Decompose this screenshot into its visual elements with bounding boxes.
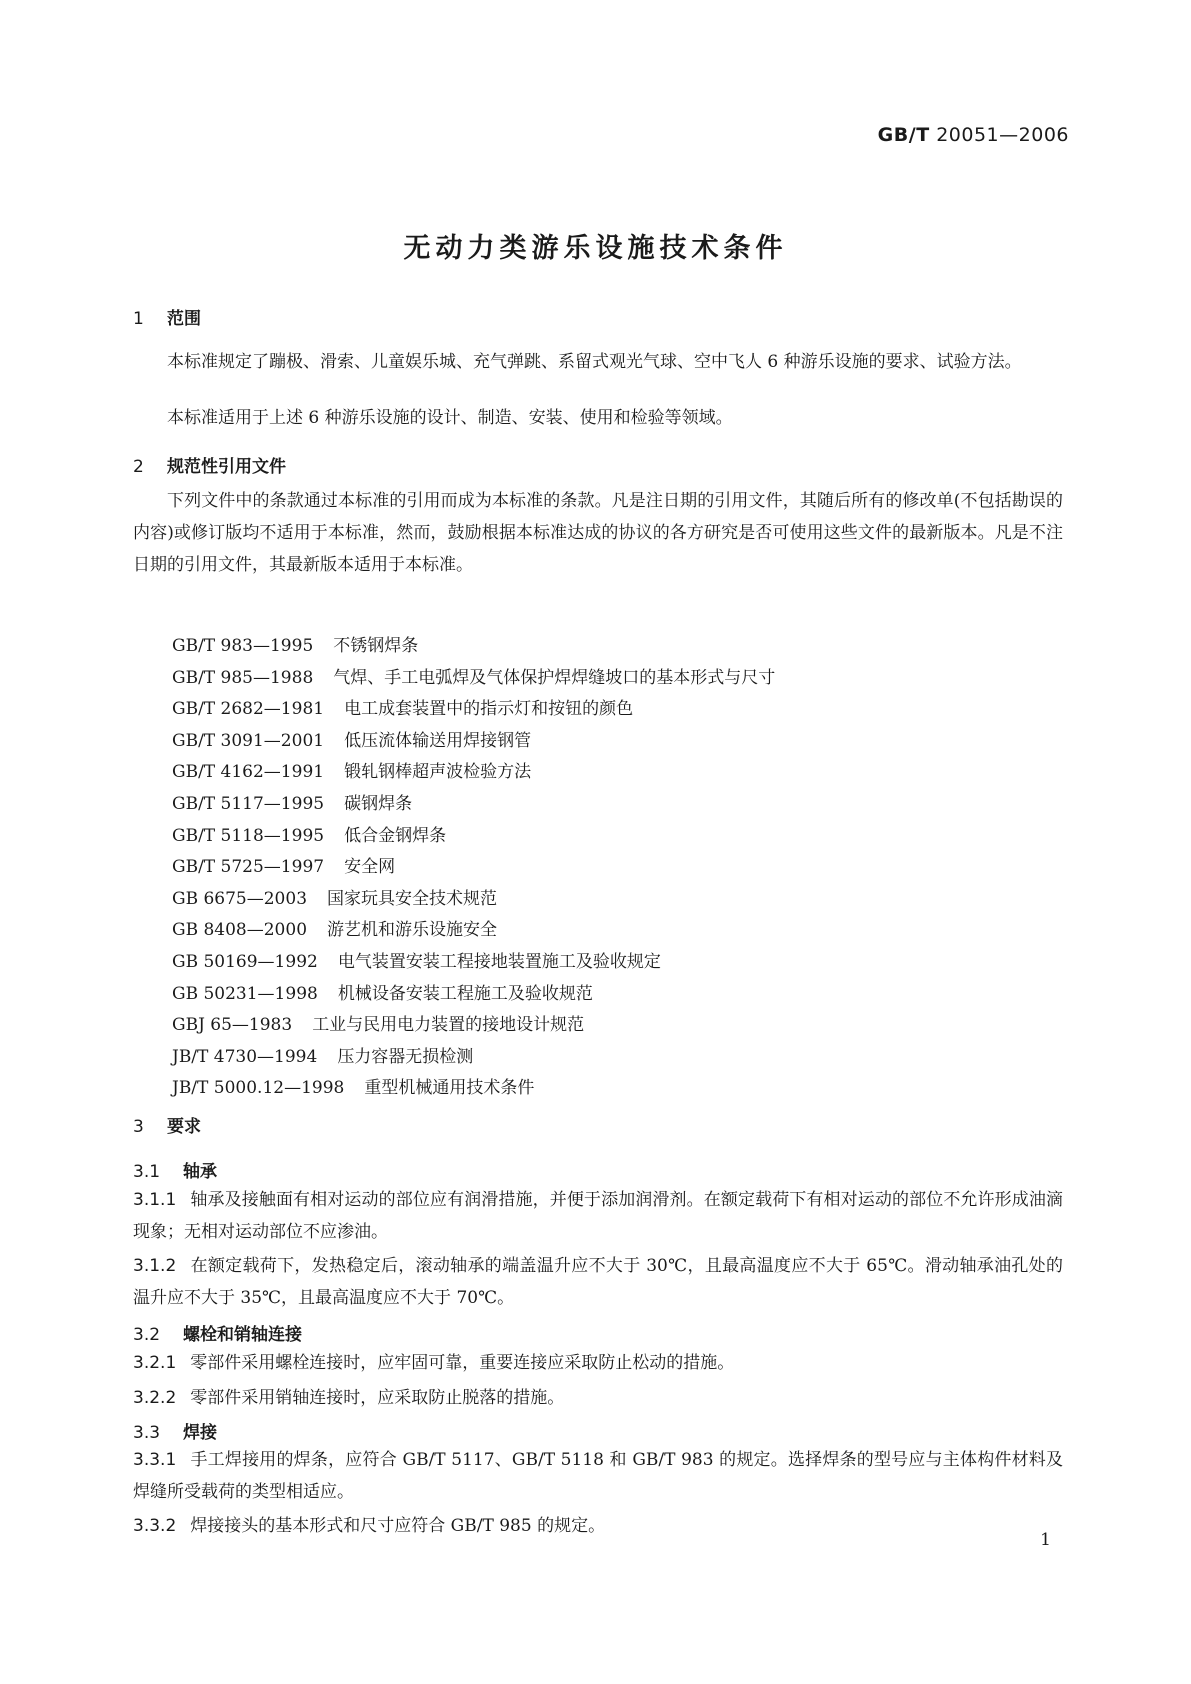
subsection-title: 轴承 (183, 1162, 217, 1182)
clause-text: 手工焊接用的焊条，应符合 GB/T 5117、GB/T 5118 和 GB/T 983 的规定。选择焊条的型号应与主体构件材料及焊缝所受载荷的类型相适应。 (133, 1450, 1063, 1502)
reference-title: 电工成套装置中的指示灯和按钮的颜色 (344, 699, 634, 720)
reference-title: 碳钢焊条 (344, 793, 413, 814)
clause-text: 焊接接头的基本形式和尺寸应符合 GB/T 985 的规定。 (190, 1516, 606, 1536)
section-number: 3 (133, 1117, 144, 1137)
section-1-heading (133, 304, 201, 329)
subsection-3-1-heading (133, 1157, 217, 1182)
reference-title: 不锈钢焊条 (333, 636, 419, 656)
reference-title: 国家玩具安全技术规范 (327, 888, 498, 909)
section-title: 要求 (167, 1117, 201, 1137)
clause-number: 3.1.1 (133, 1190, 177, 1210)
clause-3-2-1 (133, 1347, 1063, 1379)
subsection-number: 3.1 (133, 1162, 161, 1182)
clause-3-3-1 (133, 1444, 1063, 1508)
subsection-3-2-heading (133, 1320, 302, 1345)
reference-item (172, 663, 775, 695)
reference-item (172, 884, 775, 916)
section-number: 1 (133, 309, 144, 329)
reference-title: 重型机械通用技术条件 (364, 1078, 535, 1099)
clause-text: 轴承及接触面有相对运动的部位应有润滑措施，并便于添加润滑剂。在额定载荷下有相对运动的部位不允许形成油滴现象；无相对运动部位不应渗油。 (133, 1190, 1063, 1242)
reference-code: JB/T 5000.12—1998 (172, 1078, 345, 1099)
section-number: 2 (133, 457, 144, 477)
subsection-title: 焊接 (183, 1423, 217, 1443)
reference-title: 低合金钢焊条 (344, 825, 447, 846)
reference-title: 机械设备安装工程施工及验收规范 (337, 983, 593, 1004)
reference-title: 气焊、手工电弧焊及气体保护焊焊缝坡口的基本形式与尺寸 (333, 667, 776, 688)
paragraph: 本标准适用于上述 6 种游乐设施的设计、制造、安装、使用和检验等领域。 (167, 408, 733, 428)
reference-item (172, 1073, 775, 1105)
section-title: 范围 (167, 309, 201, 329)
reference-code: GB/T 5118—1995 (172, 825, 325, 846)
reference-title: 锻轧钢棒超声波检验方法 (344, 762, 532, 783)
reference-title: 低压流体输送用焊接钢管 (344, 730, 532, 751)
section-title: 规范性引用文件 (167, 457, 286, 477)
clause-text: 零部件采用螺栓连接时，应牢固可靠，重要连接应采取防止松动的措施。 (190, 1353, 735, 1373)
section-3-heading (133, 1112, 201, 1137)
reference-item (172, 789, 775, 821)
reference-item (172, 915, 775, 947)
reference-code: GB 6675—2003 (172, 888, 308, 909)
reference-item (172, 1042, 775, 1074)
reference-title: 游艺机和游乐设施安全 (327, 920, 498, 941)
reference-code: GB 50169—1992 (172, 951, 318, 972)
reference-title: 电气装置安装工程接地装置施工及验收规定 (337, 951, 661, 972)
reference-title: 安全网 (344, 857, 396, 878)
clause-text: 在额定载荷下，发热稳定后，滚动轴承的端盖温升应不大于 30℃，且最高温度应不大于 65℃。滑动轴承油孔处的温升应不大于 35℃，且最高温度应不大于 70℃。 (133, 1256, 1063, 1308)
reference-item (172, 852, 775, 884)
clause-3-3-2 (133, 1510, 1063, 1542)
clause-number: 3.2.2 (133, 1388, 177, 1408)
subsection-number: 3.3 (133, 1423, 161, 1443)
reference-code: GBJ 65—1983 (172, 1015, 293, 1036)
reference-item (172, 979, 775, 1011)
reference-code: GB/T 4162—1991 (172, 762, 325, 783)
paragraph: 本标准规定了蹦极、滑索、儿童娱乐城、充气弹跳、系留式观光气球、空中飞人 6 种游乐设施的要求、试验方法。 (167, 352, 1022, 372)
reference-code: JB/T 4730—1994 (172, 1046, 318, 1067)
reference-code: GB/T 985—1988 (172, 667, 314, 688)
reference-title: 工业与民用电力装置的接地设计规范 (312, 1015, 585, 1036)
standard-code (878, 124, 1069, 146)
page-number: 1 (1040, 1530, 1051, 1550)
clause-3-2-2 (133, 1382, 1063, 1414)
paragraph: 下列文件中的条款通过本标准的引用而成为本标准的条款。凡是注日期的引用文件，其随后所有的修改单(不包括勘误的内容)或修订版均不适用于本标准，然而，鼓励根据本标准达成的协议的各方研究是否可使用这些文件的最新版本。凡是不注日期的引用文件，其最新版本适用于本标准。 (133, 491, 1063, 575)
reference-title: 压力容器无损检测 (337, 1046, 474, 1067)
reference-item (172, 821, 775, 853)
reference-item (172, 757, 775, 789)
reference-code: GB/T 5725—1997 (172, 857, 325, 878)
clause-3-1-1 (133, 1184, 1063, 1248)
standard-prefix: GB/T (877, 124, 930, 146)
reference-item (172, 726, 775, 758)
reference-code: GB/T 5117—1995 (172, 793, 325, 814)
clause-3-1-2 (133, 1250, 1063, 1314)
reference-code: GB/T 2682—1981 (172, 699, 325, 720)
reference-code: GB/T 3091—2001 (172, 730, 325, 751)
reference-item (172, 1010, 775, 1042)
reference-item (172, 694, 775, 726)
clause-number: 3.1.2 (133, 1256, 177, 1276)
clause-number: 3.2.1 (133, 1353, 177, 1373)
clause-number: 3.3.1 (133, 1450, 177, 1470)
reference-code: GB 8408—2000 (172, 920, 308, 941)
subsection-3-3-heading (133, 1418, 217, 1443)
section-2-heading (133, 452, 286, 477)
clause-number: 3.3.2 (133, 1516, 177, 1536)
reference-item (172, 947, 775, 979)
subsection-number: 3.2 (133, 1325, 161, 1345)
document-title: 无动力类游乐设施技术条件 (403, 233, 788, 264)
clause-text: 零部件采用销轴连接时，应采取防止脱落的措施。 (190, 1388, 565, 1408)
reference-item (172, 631, 775, 663)
standard-number: 20051—2006 (936, 124, 1069, 146)
reference-list (172, 631, 775, 1105)
reference-code: GB 50231—1998 (172, 983, 318, 1004)
reference-code: GB/T 983—1995 (172, 636, 314, 656)
subsection-title: 螺栓和销轴连接 (183, 1325, 302, 1345)
